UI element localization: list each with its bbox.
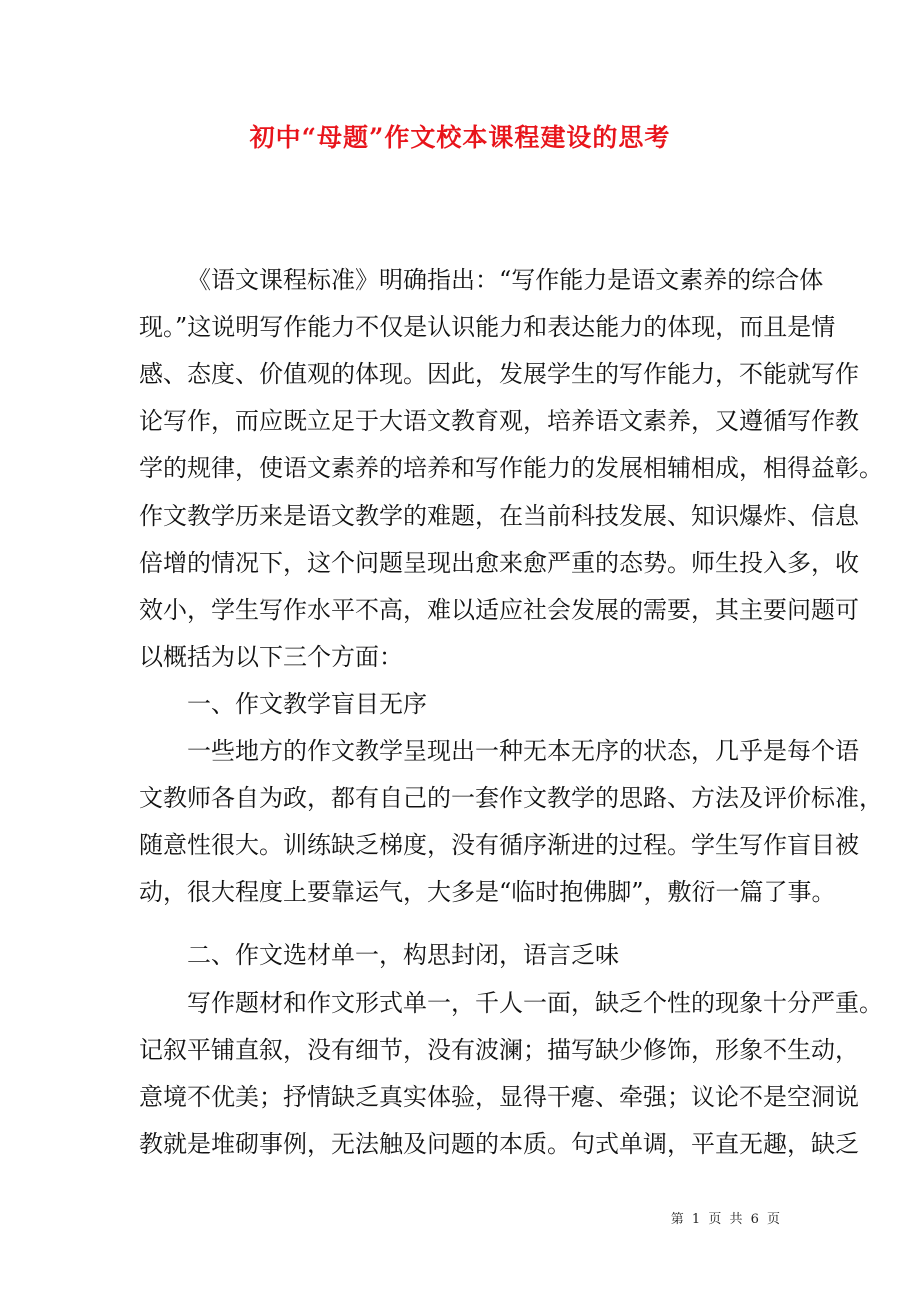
paragraph-line: 论写作，而应既立足于大语文教育观，培养语文素养，又遵循写作教	[139, 407, 859, 436]
paragraph-line: 作文教学历来是语文教学的难题，在当前科技发展、知识爆炸、信息	[139, 501, 859, 530]
paragraph-line: 写作题材和作文形式单一，千人一面，缺乏个性的现象十分严重。	[187, 988, 883, 1017]
paragraph-line: 教就是堆砌事例，无法触及问题的本质。句式单调，平直无趣，缺乏	[139, 1129, 859, 1158]
document-title: 初中“母题”作文校本课程建设的思考	[249, 123, 671, 152]
paragraph-line: 倍增的情况下，这个问题呈现出愈来愈严重的态势。师生投入多，收	[139, 548, 859, 577]
paragraph-line: 文教师各自为政，都有自己的一套作文教学的思路、方法及评价标准，	[139, 784, 883, 813]
paragraph-line: 随意性很大。训练缺乏梯度，没有循序渐进的过程。学生写作盲目被	[139, 831, 859, 860]
section-heading: 二、作文选材单一，构思封闭，语言乏味	[187, 941, 619, 970]
paragraph-line: 动，很大程度上要靠运气，大多是“临时抱佛脚”，敷衍一篇了事。	[139, 878, 836, 907]
paragraph-line: 效小，学生写作水平不高，难以适应社会发展的需要，其主要问题可	[139, 595, 859, 624]
paragraph-line: 学的规律，使语文素养的培养和写作能力的发展相辅相成，相得益彰。	[139, 454, 883, 483]
section-heading: 一、作文教学盲目无序	[187, 689, 427, 718]
paragraph-line: 记叙平铺直叙，没有细节，没有波澜；描写缺少修饰，形象不生动，	[139, 1035, 859, 1064]
paragraph-line: 一些地方的作文教学呈现出一种无本无序的状态，几乎是每个语	[187, 737, 859, 765]
paragraph-line: 意境不优美；抒情缺乏真实体验，显得干瘪、牵强；议论不是空洞说	[139, 1082, 859, 1111]
paragraph-line: 感、态度、价值观的体现。因此，发展学生的写作能力，不能就写作	[139, 360, 859, 389]
paragraph-line: 以概括为以下三个方面：	[139, 642, 403, 671]
paragraph-line: 现。”这说明写作能力不仅是认识能力和表达能力的体现，而且是情	[139, 313, 836, 342]
paragraph-line: 《语文课程标准》明确指出：“写作能力是语文素养的综合体	[187, 266, 824, 294]
page-footer: 第 1 页 共 6 页	[670, 1212, 782, 1227]
